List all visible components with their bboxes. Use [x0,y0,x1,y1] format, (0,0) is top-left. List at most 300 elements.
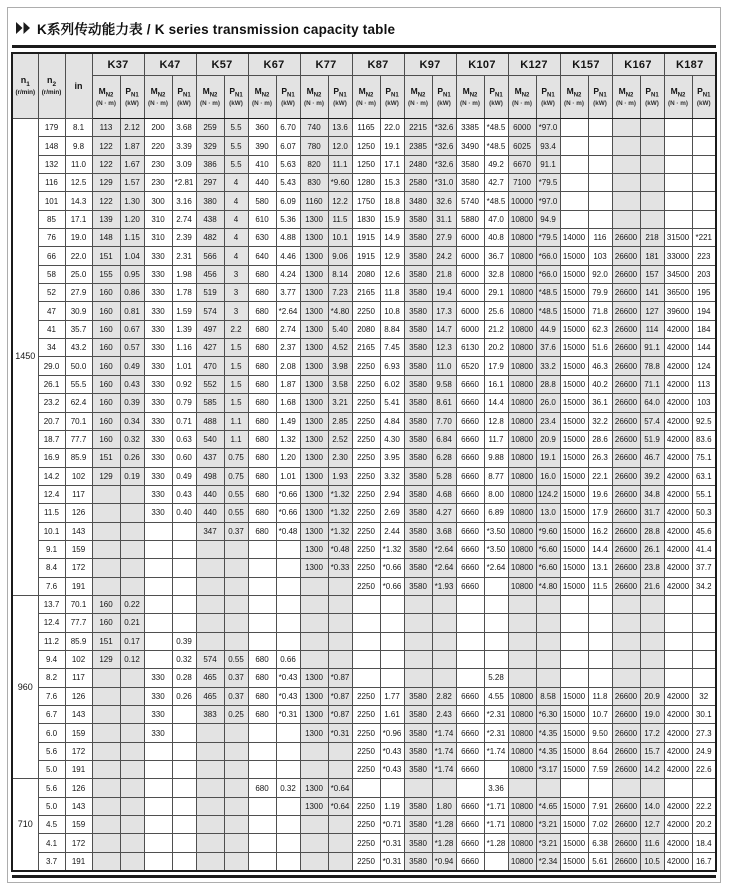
power-cell-k97 [432,669,456,687]
ratio-cell: 191 [65,852,92,871]
torque-cell-k157: 15000 [560,467,588,485]
power-cell-k67 [276,834,300,852]
power-cell-k97: *1.74 [432,724,456,742]
power-cell-k47: 3.68 [172,119,196,137]
power-cell-k167: 57.4 [640,412,664,430]
power-cell-k187: 30.1 [692,706,716,724]
power-cell-k67: 1.20 [276,449,300,467]
power-cell-k87: 4.84 [380,412,404,430]
output-speed-cell: 4.1 [38,834,65,852]
power-cell-k97: 9.58 [432,375,456,393]
power-cell-k187 [692,137,716,155]
torque-cell-k67: 680 [248,522,276,540]
power-cell-k47: 0.71 [172,412,196,430]
torque-cell-k37: 113 [92,119,120,137]
power-cell-k47 [172,595,196,613]
torque-cell-k187 [664,595,692,613]
torque-cell-k97: 3580 [404,559,432,577]
torque-cell-k57: 552 [196,375,224,393]
input-speed-cell: 960 [12,595,38,778]
torque-cell-k47: 330 [144,467,172,485]
torque-cell-k127: 6670 [508,155,536,173]
power-cell-k97: 4.68 [432,485,456,503]
torque-cell-k187 [664,669,692,687]
torque-cell-k157: 15000 [560,265,588,283]
torque-cell-k67: 680 [248,504,276,522]
power-cell-k187 [692,650,716,668]
torque-cell-k47 [144,834,172,852]
power-cell-k167 [640,632,664,650]
power-cell-k67: 3.77 [276,284,300,302]
power-cell-k187: *221 [692,229,716,247]
output-speed-cell: 6.0 [38,724,65,742]
power-cell-k127: 19.1 [536,449,560,467]
power-cell-k167: 91.1 [640,339,664,357]
torque-cell-k77 [300,650,328,668]
power-cell-k67: 5.63 [276,155,300,173]
torque-cell-k107: 6660 [456,724,484,742]
torque-cell-k67: 680 [248,265,276,283]
power-cell-k187: 50.3 [692,504,716,522]
output-speed-cell: 14.2 [38,467,65,485]
torque-cell-k107: 6660 [456,504,484,522]
power-cell-k107: *1.74 [484,742,508,760]
torque-cell-k67 [248,540,276,558]
power-cell-k167: 20.9 [640,687,664,705]
torque-cell-k77: 1300 [300,339,328,357]
torque-cell-k167 [612,632,640,650]
torque-cell-k67 [248,797,276,815]
power-cell-k57 [224,852,248,871]
torque-cell-k37: 129 [92,174,120,192]
power-cell-k107: 11.7 [484,430,508,448]
torque-cell-k107: 6660 [456,797,484,815]
power-cell-k87: 1.19 [380,797,404,815]
torque-cell-k57: 437 [196,449,224,467]
torque-cell-k127: 10800 [508,467,536,485]
torque-cell-k127: 10800 [508,485,536,503]
torque-cell-k107: 6660 [456,577,484,595]
torque-cell-k57 [196,816,224,834]
output-speed-cell: 116 [38,174,65,192]
output-speed-cell: 47 [38,302,65,320]
power-cell-k167 [640,614,664,632]
ratio-cell: 77.7 [65,614,92,632]
power-cell-k127: *66.0 [536,247,560,265]
torque-cell-k47: 330 [144,247,172,265]
torque-cell-k37 [92,816,120,834]
power-cell-k77 [328,742,352,760]
power-cell-k67 [276,614,300,632]
torque-cell-k157: 15000 [560,284,588,302]
torque-cell-k107: 6000 [456,284,484,302]
torque-header-k47: $M_{N2}$ (N · m) [144,76,172,119]
torque-cell-k107 [456,650,484,668]
torque-cell-k127: 10800 [508,430,536,448]
power-cell-k67 [276,852,300,871]
torque-cell-k127: 10800 [508,797,536,815]
power-cell-k57: 0.75 [224,467,248,485]
power-cell-k107: 40.8 [484,229,508,247]
torque-cell-k57: 482 [196,229,224,247]
torque-cell-k57 [196,559,224,577]
power-cell-k107: *3.50 [484,540,508,558]
power-cell-k187: 16.7 [692,852,716,871]
torque-cell-k87: 2250 [352,412,380,430]
power-cell-k127 [536,779,560,797]
torque-cell-k47: 330 [144,430,172,448]
power-cell-k127: 44.9 [536,320,560,338]
torque-cell-k107: 6660 [456,449,484,467]
power-cell-k127: *4.65 [536,797,560,815]
power-cell-k167: 64.0 [640,394,664,412]
power-cell-k77 [328,834,352,852]
torque-cell-k167: 26600 [612,834,640,852]
power-cell-k37: 0.17 [120,632,144,650]
power-cell-k47 [172,816,196,834]
torque-cell-k47: 300 [144,192,172,210]
power-cell-k47 [172,522,196,540]
power-cell-k47 [172,742,196,760]
power-cell-k157: 28.6 [588,430,612,448]
output-speed-cell: 12.4 [38,614,65,632]
ratio-cell: 126 [65,779,92,797]
torque-cell-k87 [352,595,380,613]
power-cell-k187: 32 [692,687,716,705]
torque-cell-k57: 438 [196,210,224,228]
torque-cell-k77: 1300 [300,430,328,448]
power-cell-k37: 0.95 [120,265,144,283]
power-cell-k57: 4 [224,192,248,210]
torque-cell-k107: 3580 [456,174,484,192]
torque-cell-k97: 2215 [404,119,432,137]
power-cell-k87: 10.8 [380,302,404,320]
power-cell-k37 [120,669,144,687]
ratio-cell: 62.4 [65,394,92,412]
power-cell-k97: 7.70 [432,412,456,430]
torque-cell-k127: 10800 [508,577,536,595]
power-cell-k187: 22.6 [692,761,716,779]
torque-cell-k87: 2250 [352,449,380,467]
power-cell-k107 [484,577,508,595]
power-cell-k87: 6.93 [380,357,404,375]
power-cell-k107: 5.28 [484,669,508,687]
power-cell-k97 [432,650,456,668]
torque-cell-k47: 330 [144,375,172,393]
torque-cell-k187: 31500 [664,229,692,247]
power-header-k87: $P_{N1}$ (kW) [380,76,404,119]
power-cell-k67: 6.09 [276,192,300,210]
output-speed-cell: 16.9 [38,449,65,467]
torque-cell-k67: 580 [248,192,276,210]
ratio-cell: 143 [65,522,92,540]
power-cell-k37 [120,706,144,724]
power-cell-k97: 2.43 [432,706,456,724]
power-cell-k187: 24.9 [692,742,716,760]
power-cell-k97: *31.0 [432,174,456,192]
power-cell-k37: 0.57 [120,339,144,357]
torque-cell-k97: 3580 [404,357,432,375]
power-cell-k97 [432,595,456,613]
power-cell-k157 [588,632,612,650]
torque-cell-k107 [456,614,484,632]
torque-cell-k77: 1300 [300,485,328,503]
power-cell-k67: *0.66 [276,485,300,503]
input-speed-cell: 710 [12,779,38,871]
power-cell-k37: 0.43 [120,375,144,393]
torque-cell-k57: 297 [196,174,224,192]
power-cell-k77: 8.14 [328,265,352,283]
torque-cell-k107: 6660 [456,559,484,577]
torque-cell-k87: 2250 [352,816,380,834]
output-speed-cell: 20.7 [38,412,65,430]
torque-cell-k157: 15000 [560,357,588,375]
torque-cell-k157: 15000 [560,394,588,412]
torque-cell-k167 [612,614,640,632]
power-cell-k57: 5.5 [224,137,248,155]
torque-cell-k47: 330 [144,357,172,375]
torque-cell-k77 [300,852,328,871]
power-cell-k127: *79.5 [536,229,560,247]
power-header-k97: $P_{N1}$ (kW) [432,76,456,119]
power-cell-k77: 3.98 [328,357,352,375]
power-cell-k57 [224,742,248,760]
torque-cell-k127 [508,650,536,668]
torque-cell-k97: 2580 [404,174,432,192]
torque-cell-k157: 15000 [560,742,588,760]
torque-cell-k77 [300,614,328,632]
power-cell-k57: 0.75 [224,449,248,467]
power-cell-k47 [172,706,196,724]
torque-cell-k127: 10800 [508,706,536,724]
torque-cell-k47: 230 [144,174,172,192]
power-cell-k187 [692,779,716,797]
torque-cell-k77: 1300 [300,706,328,724]
power-cell-k77 [328,816,352,834]
output-speed-cell: 41 [38,320,65,338]
torque-cell-k97: 3580 [404,687,432,705]
power-cell-k97: 17.3 [432,302,456,320]
power-cell-k107: 6.89 [484,504,508,522]
power-cell-k77: *1.32 [328,522,352,540]
ratio-cell: 191 [65,761,92,779]
output-speed-cell: 13.7 [38,595,65,613]
torque-cell-k47 [144,614,172,632]
torque-cell-k157 [560,779,588,797]
torque-cell-k37: 160 [92,302,120,320]
torque-cell-k77: 1300 [300,412,328,430]
torque-cell-k57: 440 [196,504,224,522]
torque-cell-k127: 10800 [508,265,536,283]
power-cell-k127: 33.2 [536,357,560,375]
output-speed-cell: 7.6 [38,687,65,705]
torque-cell-k97: 3480 [404,192,432,210]
output-speed-cell: 179 [38,119,65,137]
torque-cell-k47: 310 [144,229,172,247]
torque-cell-k47: 330 [144,394,172,412]
power-cell-k187 [692,192,716,210]
power-cell-k47 [172,724,196,742]
power-cell-k37: 0.32 [120,430,144,448]
torque-cell-k37: 129 [92,650,120,668]
power-cell-k107: 9.88 [484,449,508,467]
power-cell-k47: 0.28 [172,669,196,687]
power-cell-k37 [120,742,144,760]
output-speed-cell: 76 [38,229,65,247]
power-cell-k107 [484,632,508,650]
torque-cell-k97: 3580 [404,577,432,595]
power-cell-k77: 12.2 [328,192,352,210]
output-speed-cell: 9.1 [38,540,65,558]
power-cell-k107: 12.8 [484,412,508,430]
torque-cell-k167: 26600 [612,320,640,338]
power-cell-k127: *97.0 [536,192,560,210]
power-cell-k107: *1.71 [484,816,508,834]
torque-cell-k47: 330 [144,320,172,338]
power-cell-k57: 4 [224,247,248,265]
power-cell-k77: 10.1 [328,229,352,247]
power-cell-k107: 47.0 [484,210,508,228]
ratio-cell: 117 [65,485,92,503]
torque-cell-k157: 15000 [560,302,588,320]
torque-cell-k187: 42000 [664,504,692,522]
torque-cell-k77: 780 [300,137,328,155]
torque-cell-k167: 26600 [612,339,640,357]
torque-cell-k167: 26600 [612,706,640,724]
power-cell-k37: 0.67 [120,320,144,338]
torque-cell-k167: 26600 [612,412,640,430]
power-cell-k87: *0.71 [380,816,404,834]
power-cell-k187: 103 [692,394,716,412]
torque-header-k97: $M_{N2}$ (N · m) [404,76,432,119]
power-cell-k107 [484,614,508,632]
torque-cell-k157: 15000 [560,797,588,815]
torque-cell-k37: 160 [92,284,120,302]
torque-cell-k97: 3580 [404,485,432,503]
torque-cell-k37: 122 [92,137,120,155]
power-cell-k57: 0.25 [224,706,248,724]
power-cell-k167 [640,137,664,155]
torque-cell-k157: 15000 [560,577,588,595]
torque-cell-k107: 6660 [456,852,484,871]
power-cell-k67: 4.24 [276,265,300,283]
model-header-k157: K157 [560,53,612,76]
power-cell-k127: *48.5 [536,302,560,320]
torque-cell-k97 [404,669,432,687]
power-cell-k77 [328,614,352,632]
power-cell-k77 [328,632,352,650]
torque-cell-k37 [92,834,120,852]
torque-cell-k167: 26600 [612,577,640,595]
torque-cell-k47 [144,559,172,577]
power-cell-k67: *0.66 [276,504,300,522]
power-cell-k57: 4 [224,229,248,247]
torque-cell-k57 [196,761,224,779]
torque-header-k187: $M_{N2}$ (N · m) [664,76,692,119]
output-speed-cell: 8.4 [38,559,65,577]
power-cell-k167 [640,669,664,687]
power-cell-k57 [224,577,248,595]
torque-cell-k107: 6660 [456,522,484,540]
torque-cell-k107 [456,669,484,687]
power-cell-k57: 3 [224,265,248,283]
torque-cell-k77: 1300 [300,229,328,247]
torque-cell-k67 [248,632,276,650]
torque-cell-k187: 42000 [664,540,692,558]
power-cell-k87: 15.3 [380,174,404,192]
torque-cell-k37 [92,797,120,815]
power-cell-k87: 2.94 [380,485,404,503]
torque-cell-k97: 3580 [404,412,432,430]
power-cell-k47 [172,779,196,797]
torque-cell-k37 [92,540,120,558]
power-cell-k127: *3.21 [536,816,560,834]
torque-cell-k37: 160 [92,375,120,393]
power-cell-k107 [484,852,508,871]
power-cell-k67: 6.70 [276,119,300,137]
torque-cell-k107: 6660 [456,412,484,430]
power-cell-k97: *2.64 [432,559,456,577]
torque-cell-k107: 6660 [456,742,484,760]
torque-cell-k87: 2250 [352,430,380,448]
double-arrow-icon [16,22,31,34]
power-cell-k167: 71.1 [640,375,664,393]
torque-cell-k167 [612,192,640,210]
torque-cell-k37: 160 [92,320,120,338]
torque-cell-k57: 574 [196,302,224,320]
torque-cell-k77: 1160 [300,192,328,210]
power-cell-k187: 34.2 [692,577,716,595]
torque-cell-k57: 380 [196,192,224,210]
power-cell-k87 [380,669,404,687]
torque-cell-k57 [196,742,224,760]
power-cell-k77 [328,595,352,613]
torque-cell-k127 [508,595,536,613]
torque-cell-k67: 680 [248,669,276,687]
torque-cell-k47 [144,632,172,650]
torque-cell-k127: 10800 [508,559,536,577]
output-speed-cell: 9.4 [38,650,65,668]
torque-cell-k167: 26600 [612,687,640,705]
power-cell-k107: *1.71 [484,797,508,815]
torque-cell-k57 [196,779,224,797]
output-speed-cell: 5.0 [38,761,65,779]
power-cell-k47: 3.39 [172,137,196,155]
torque-cell-k37: 160 [92,430,120,448]
power-cell-k67 [276,761,300,779]
torque-cell-k187: 42000 [664,834,692,852]
torque-cell-k157 [560,155,588,173]
model-header-k167: K167 [612,53,664,76]
power-cell-k67: 6.07 [276,137,300,155]
power-cell-k77: 3.58 [328,375,352,393]
power-cell-k127 [536,595,560,613]
torque-cell-k37: 151 [92,449,120,467]
power-cell-k97: *1.28 [432,834,456,852]
power-cell-k97: 1.80 [432,797,456,815]
torque-cell-k187: 39600 [664,302,692,320]
power-cell-k127: *97.0 [536,119,560,137]
power-cell-k187: 18.4 [692,834,716,852]
torque-cell-k107: 6520 [456,357,484,375]
power-cell-k97 [432,779,456,797]
torque-cell-k107: 6660 [456,706,484,724]
torque-cell-k167 [612,779,640,797]
power-cell-k97: *2.64 [432,540,456,558]
power-cell-k67 [276,816,300,834]
power-cell-k67 [276,559,300,577]
power-cell-k77: 5.40 [328,320,352,338]
